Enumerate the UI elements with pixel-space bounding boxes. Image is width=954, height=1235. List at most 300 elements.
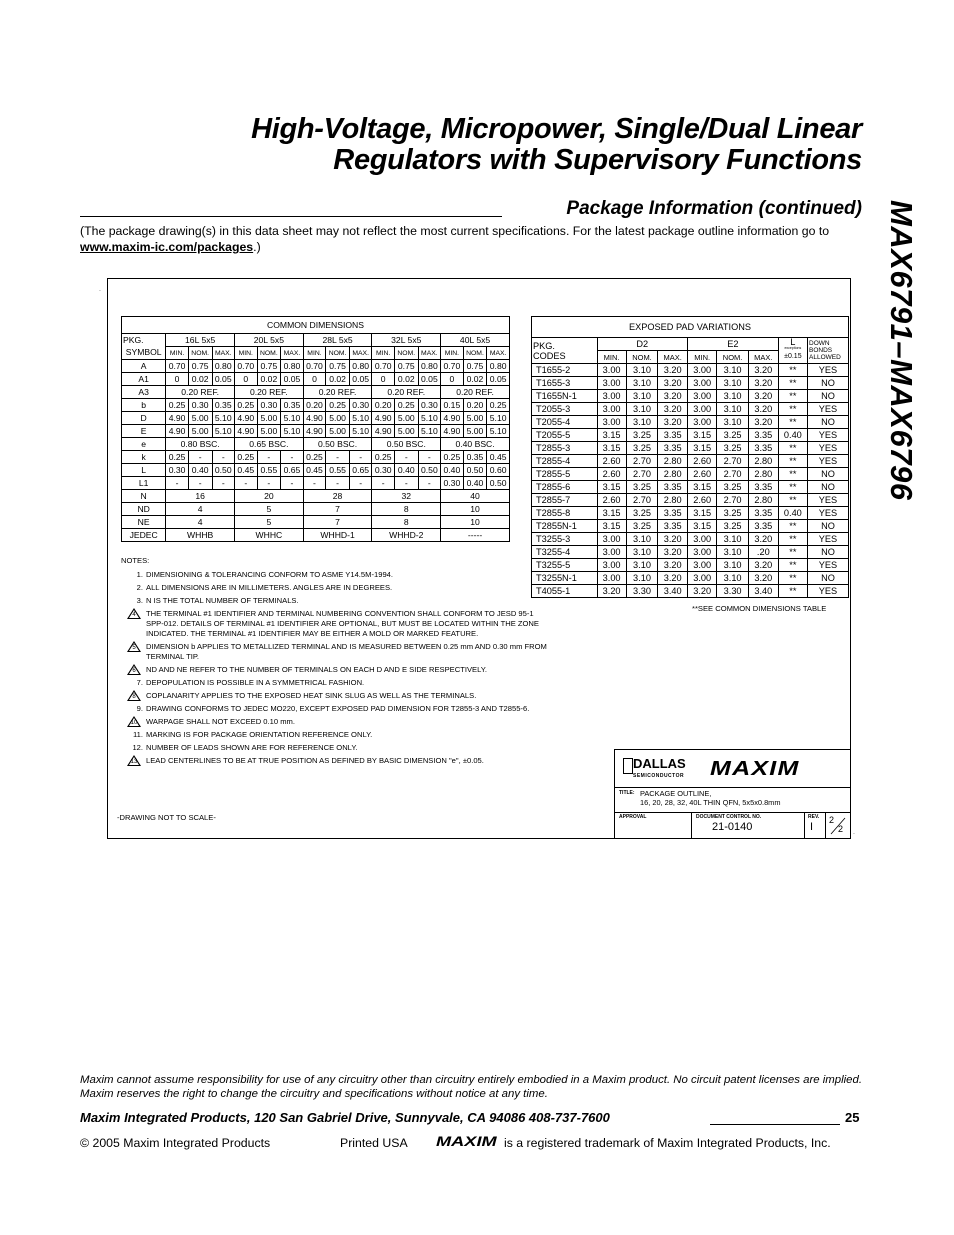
cd-cell: 5.00 bbox=[188, 425, 212, 438]
cd-cell: 5.00 bbox=[394, 412, 418, 425]
cd-cell: 0.80 bbox=[212, 360, 235, 373]
note-text: THE TERMINAL #1 IDENTIFIER AND TERMINAL NUMBERING CONVENTION SHALL CONFORM TO JESD 95-1 SPP-012. DETAILS OF TERMINAL #1 IDENTIFIER ARE OPTIONAL, BUT MUST BE LOCATED WITHIN THE ZONE INDICATED. THE TERMINAL #1 IDENTIFIER MAY BE EITHER A MOLD OR MARKED FEATURE. bbox=[146, 609, 539, 638]
ep-cell: 3.10 bbox=[626, 403, 658, 416]
note-number: 12. bbox=[132, 743, 143, 752]
cd-cell: 0 bbox=[372, 373, 395, 386]
ep-pkg-code: T2855-7 bbox=[532, 494, 598, 507]
ep-cell: YES bbox=[808, 494, 849, 507]
section-rule bbox=[80, 216, 502, 217]
title-line-1: High-Voltage, Micropower, Single/Dual Linear bbox=[251, 113, 862, 145]
cd-symbol: JEDEC bbox=[122, 529, 166, 542]
cd-symbol: A1 bbox=[122, 373, 166, 386]
ep-cell: 3.00 bbox=[597, 572, 626, 585]
cd-cell: 4.90 bbox=[441, 425, 464, 438]
ep-pkg-code: T1655-2 bbox=[532, 364, 598, 377]
ep-cell: 3.15 bbox=[688, 507, 717, 520]
page-number: 25 bbox=[845, 1110, 860, 1125]
ep-pkg-code: T4055-1 bbox=[532, 585, 598, 598]
ep-cell: 2.60 bbox=[688, 494, 717, 507]
ep-cell: 3.35 bbox=[658, 442, 688, 455]
cd-cell: 0.40 BSC. bbox=[441, 438, 510, 451]
ep-cell: YES bbox=[808, 442, 849, 455]
cd-row bbox=[122, 529, 510, 542]
ep-cell: 3.25 bbox=[717, 507, 749, 520]
note-item bbox=[121, 596, 551, 606]
footer-maxim-logo: MAXIM bbox=[436, 1133, 497, 1149]
note-item bbox=[121, 609, 551, 639]
ep-cell: 3.15 bbox=[597, 520, 626, 533]
note-triangle-number: 8 bbox=[132, 694, 136, 700]
cd-cell: 0.20 REF. bbox=[235, 386, 304, 399]
ep-pkg-code: T2855N-1 bbox=[532, 520, 598, 533]
ep-cell: 3.10 bbox=[717, 559, 749, 572]
note-text: DIMENSION b APPLIES TO METALLIZED TERMINAL AND IS MEASURED BETWEEN 0.25 mm AND 0.30 mm FROM TERMINAL TIP. bbox=[146, 642, 547, 661]
title-label: TITLE: bbox=[619, 790, 635, 796]
cd-cell: - bbox=[257, 451, 281, 464]
ep-cell: 3.10 bbox=[626, 390, 658, 403]
ep-row bbox=[532, 403, 849, 416]
ep-row bbox=[532, 416, 849, 429]
note-text: MARKING IS FOR PACKAGE ORIENTATION REFERENCE ONLY. bbox=[146, 730, 373, 739]
ep-cell: 3.20 bbox=[658, 403, 688, 416]
ep-cell: 3.25 bbox=[626, 507, 658, 520]
ep-cell: 3.00 bbox=[688, 377, 717, 390]
ep-pkg-code: T2855-5 bbox=[532, 468, 598, 481]
ep-cell: 2.80 bbox=[658, 468, 688, 481]
ep-cell: ** bbox=[778, 377, 807, 390]
ep-cell: 3.10 bbox=[626, 559, 658, 572]
cd-cell: 0.25 bbox=[166, 451, 189, 464]
cd-cell: 0.80 bbox=[349, 360, 372, 373]
cd-cell: 0.50 bbox=[487, 477, 510, 490]
ep-row bbox=[532, 468, 849, 481]
cd-pkg-header: 20L 5x5 bbox=[235, 334, 304, 347]
cd-cell: 0.75 bbox=[463, 360, 487, 373]
ep-row bbox=[532, 520, 849, 533]
cd-cell: 5 bbox=[235, 503, 304, 516]
note-triangle-number: 10 bbox=[130, 720, 138, 726]
cd-cell: 0.75 bbox=[188, 360, 212, 373]
ep-cell: 3.35 bbox=[658, 507, 688, 520]
cd-cell: 0.40 bbox=[188, 464, 212, 477]
ep-cell: 2.60 bbox=[597, 494, 626, 507]
note-item bbox=[121, 665, 551, 675]
ep-row bbox=[532, 390, 849, 403]
cd-cell: 0.50 bbox=[463, 464, 487, 477]
ep-cell: ** bbox=[778, 533, 807, 546]
ep-cell: ** bbox=[778, 572, 807, 585]
cd-cell: 5.10 bbox=[487, 412, 510, 425]
cd-row bbox=[122, 490, 510, 503]
exposed-pad-table bbox=[531, 316, 849, 598]
ep-cell: 3.00 bbox=[688, 533, 717, 546]
note-item bbox=[121, 730, 551, 740]
ep-pkg-code: T2855-3 bbox=[532, 442, 598, 455]
ep-cell: NO bbox=[808, 572, 849, 585]
cd-row bbox=[122, 360, 510, 373]
cd-cell: 0.80 bbox=[281, 360, 304, 373]
note-triangle-icon bbox=[127, 664, 141, 675]
sheet-number: 2 bbox=[829, 815, 835, 825]
cd-cell: 4.90 bbox=[235, 412, 258, 425]
intro-text: (The package drawing(s) in this data sheet may not reflect the most current specifications. For the latest package outline information go to bbox=[80, 224, 830, 238]
ep-cell: YES bbox=[808, 429, 849, 442]
sheet-total: 2 bbox=[838, 824, 844, 834]
title-line-2: Regulators with Supervisory Functions bbox=[333, 144, 862, 176]
ep-cell: 3.00 bbox=[688, 572, 717, 585]
packages-link[interactable]: www.maxim-ic.com/packages bbox=[80, 240, 254, 254]
ep-subheader: NOM. bbox=[626, 351, 658, 364]
title-block-title bbox=[615, 788, 850, 813]
note-number: 11. bbox=[133, 730, 143, 739]
dallas-logo bbox=[633, 758, 686, 782]
ep-cell: 3.20 bbox=[748, 572, 778, 585]
ep-cell: 3.10 bbox=[717, 546, 749, 559]
cd-cell: 0.30 bbox=[349, 399, 372, 412]
document-title bbox=[251, 114, 862, 176]
note-item bbox=[121, 743, 551, 753]
ep-pkg-codes-label: PKG. CODES bbox=[532, 338, 598, 364]
cd-cell: WHHD-2 bbox=[372, 529, 441, 542]
cd-cell: 4.90 bbox=[372, 425, 395, 438]
ep-title-row bbox=[532, 317, 849, 338]
cd-cell: - bbox=[394, 477, 418, 490]
ep-pkg-code: T2855-6 bbox=[532, 481, 598, 494]
ep-cell: 3.25 bbox=[626, 429, 658, 442]
cd-pkg-header: 40L 5x5 bbox=[441, 334, 510, 347]
cd-symbol: k bbox=[122, 451, 166, 464]
note-text: N IS THE TOTAL NUMBER OF TERMINALS. bbox=[146, 596, 299, 605]
ep-l-label bbox=[778, 338, 807, 351]
ep-cell: 3.20 bbox=[658, 377, 688, 390]
cd-cell: 0.80 bbox=[487, 360, 510, 373]
cd-pkg-header: 32L 5x5 bbox=[372, 334, 441, 347]
cd-cell: 0.20 bbox=[303, 399, 326, 412]
ep-cell: 3.20 bbox=[748, 559, 778, 572]
cd-symbol: ND bbox=[122, 503, 166, 516]
ep-cell: 2.80 bbox=[748, 468, 778, 481]
ep-cell: 3.00 bbox=[597, 377, 626, 390]
cd-subheader: MAX. bbox=[281, 347, 304, 360]
cd-cell: 40 bbox=[441, 490, 510, 503]
ep-cell: 3.15 bbox=[597, 481, 626, 494]
ep-cell: 3.15 bbox=[597, 507, 626, 520]
ep-cell: 3.00 bbox=[597, 403, 626, 416]
ep-cell: 3.30 bbox=[717, 585, 749, 598]
cd-cell: 0.55 bbox=[326, 464, 350, 477]
ep-pkg-code: T3255-4 bbox=[532, 546, 598, 559]
ep-cell: .20 bbox=[748, 546, 778, 559]
cd-cell: 0.25 bbox=[487, 399, 510, 412]
note-item bbox=[121, 583, 551, 593]
copyright: © 2005 Maxim Integrated Products bbox=[80, 1136, 271, 1150]
cd-cell: - bbox=[188, 477, 212, 490]
ep-row bbox=[532, 494, 849, 507]
ep-cell: 3.20 bbox=[748, 390, 778, 403]
ep-cell: 2.70 bbox=[717, 455, 749, 468]
cd-cell: 0.25 bbox=[235, 399, 258, 412]
ep-cell: 2.60 bbox=[688, 455, 717, 468]
ep-cell: ** bbox=[778, 468, 807, 481]
ep-row bbox=[532, 559, 849, 572]
doc-number: 21-0140 bbox=[712, 821, 753, 833]
cd-cell: 0.45 bbox=[303, 464, 326, 477]
ep-cell: 3.00 bbox=[597, 533, 626, 546]
cd-cell: - bbox=[281, 477, 304, 490]
ep-cell: 3.00 bbox=[688, 364, 717, 377]
doc-control-cell bbox=[692, 813, 805, 838]
cd-cell: 16 bbox=[166, 490, 235, 503]
cd-cell: 0.70 bbox=[303, 360, 326, 373]
cd-sub-row bbox=[122, 347, 510, 360]
cd-cell: 0.25 bbox=[441, 451, 464, 464]
ep-cell: 2.80 bbox=[658, 494, 688, 507]
cd-cell: 0.75 bbox=[257, 360, 281, 373]
cd-cell: 4 bbox=[166, 503, 235, 516]
ep-l-tolerance: ±0.15 bbox=[778, 351, 807, 364]
ep-cell: ** bbox=[778, 416, 807, 429]
ep-cell: 2.60 bbox=[688, 468, 717, 481]
cd-pkg-header: 28L 5x5 bbox=[303, 334, 372, 347]
cd-cell: 0.25 bbox=[166, 399, 189, 412]
cd-cell: 4 bbox=[166, 516, 235, 529]
ep-cell: ** bbox=[778, 481, 807, 494]
ep-row bbox=[532, 585, 849, 598]
note-number: 3. bbox=[136, 596, 143, 605]
cd-cell: 0.75 bbox=[394, 360, 418, 373]
cd-cell: 5.00 bbox=[188, 412, 212, 425]
cd-cell: 0.40 bbox=[463, 477, 487, 490]
cd-cell: - bbox=[281, 451, 304, 464]
cd-cell: 0.35 bbox=[212, 399, 235, 412]
cd-cell: 0.45 bbox=[487, 451, 510, 464]
ep-cell: YES bbox=[808, 403, 849, 416]
title-text bbox=[640, 789, 781, 807]
cd-row bbox=[122, 373, 510, 386]
cd-subheader: MAX. bbox=[418, 347, 441, 360]
cd-row bbox=[122, 412, 510, 425]
ep-cell: 3.25 bbox=[717, 429, 749, 442]
note-text: DEPOPULATION IS POSSIBLE IN A SYMMETRICAL FASHION. bbox=[146, 678, 365, 687]
cd-cell: 20 bbox=[235, 490, 304, 503]
cd-subheader: MAX. bbox=[349, 347, 372, 360]
cd-cell: 0.02 bbox=[326, 373, 350, 386]
footer-rule bbox=[710, 1124, 840, 1125]
ep-cell: YES bbox=[808, 559, 849, 572]
cd-row bbox=[122, 451, 510, 464]
cd-cell: - bbox=[212, 477, 235, 490]
ep-cell: NO bbox=[808, 390, 849, 403]
note-text: LEAD CENTERLINES TO BE AT TRUE POSITION AS DEFINED BY BASIC DIMENSION "e", ±0.05. bbox=[146, 756, 484, 765]
ep-cell: NO bbox=[808, 377, 849, 390]
cd-cell: 7 bbox=[303, 503, 372, 516]
cd-cell: 4.90 bbox=[303, 425, 326, 438]
cd-cell: 5.10 bbox=[418, 412, 441, 425]
note-text: DIMENSIONING & TOLERANCING CONFORM TO ASME Y14.5M-1994. bbox=[146, 570, 393, 579]
cd-cell: 5.00 bbox=[257, 412, 281, 425]
cd-cell: 0.70 bbox=[235, 360, 258, 373]
cd-cell: 4.90 bbox=[303, 412, 326, 425]
ep-cell: ** bbox=[778, 455, 807, 468]
cd-symbol: L1 bbox=[122, 477, 166, 490]
ep-cell: ** bbox=[778, 585, 807, 598]
cd-cell: 0.30 bbox=[372, 464, 395, 477]
cd-cell: - bbox=[166, 477, 189, 490]
cd-cell: 5.10 bbox=[281, 412, 304, 425]
title-block-control-row bbox=[615, 813, 850, 838]
approval-cell bbox=[615, 813, 692, 838]
cd-cell: 5.00 bbox=[394, 425, 418, 438]
cd-subheader: NOM. bbox=[326, 347, 350, 360]
cd-symbol: A bbox=[122, 360, 166, 373]
cd-row bbox=[122, 386, 510, 399]
cd-cell: 0.50 BSC. bbox=[372, 438, 441, 451]
sheet-cell bbox=[826, 813, 850, 838]
note-text: ND AND NE REFER TO THE NUMBER OF TERMINALS ON EACH D AND E SIDE RESPECTIVELY. bbox=[146, 665, 487, 674]
note-item bbox=[121, 570, 551, 580]
ep-cell: NO bbox=[808, 520, 849, 533]
cd-cell: 0.05 bbox=[487, 373, 510, 386]
ep-row bbox=[532, 377, 849, 390]
ep-d2-label: D2 bbox=[597, 338, 688, 351]
ep-cell: 3.35 bbox=[748, 481, 778, 494]
cd-symbol: NE bbox=[122, 516, 166, 529]
title-block-logos bbox=[615, 750, 850, 788]
ep-cell: 3.15 bbox=[597, 442, 626, 455]
ep-cell: 3.30 bbox=[626, 585, 658, 598]
intro-end: .) bbox=[253, 240, 261, 254]
ep-subheader: MIN. bbox=[597, 351, 626, 364]
cd-subheader: NOM. bbox=[188, 347, 212, 360]
cd-cell: 5.00 bbox=[463, 412, 487, 425]
cd-cell: 0.65 bbox=[349, 464, 372, 477]
note-item bbox=[121, 717, 551, 727]
cd-cell: 0.70 bbox=[372, 360, 395, 373]
ep-cell: 2.80 bbox=[748, 455, 778, 468]
cd-row bbox=[122, 503, 510, 516]
note-text: ALL DIMENSIONS ARE IN MILLIMETERS. ANGLES ARE IN DEGREES. bbox=[146, 583, 393, 592]
ep-subheader: MIN. bbox=[688, 351, 717, 364]
ep-cell: 3.10 bbox=[717, 364, 749, 377]
cd-cell: WHHD-1 bbox=[303, 529, 372, 542]
ep-row bbox=[532, 442, 849, 455]
ep-cell: ** bbox=[778, 364, 807, 377]
cd-cell: 0.20 REF. bbox=[441, 386, 510, 399]
ep-cell: 3.20 bbox=[748, 403, 778, 416]
cd-cell: 0.65 BSC. bbox=[235, 438, 304, 451]
cd-symbol: E bbox=[122, 425, 166, 438]
cd-cell: 5.00 bbox=[326, 425, 350, 438]
ep-pkg-code: T2855-8 bbox=[532, 507, 598, 520]
ep-cell: 3.40 bbox=[748, 585, 778, 598]
sidebar-part-number bbox=[866, 200, 936, 560]
ep-row bbox=[532, 533, 849, 546]
ep-cell: 3.20 bbox=[748, 416, 778, 429]
ep-cell: 3.10 bbox=[626, 364, 658, 377]
cd-cell: - bbox=[418, 451, 441, 464]
cd-subheader: MIN. bbox=[303, 347, 326, 360]
note-item bbox=[121, 704, 551, 714]
cd-cell: 0.25 bbox=[303, 451, 326, 464]
ep-cell: 3.15 bbox=[688, 520, 717, 533]
rev-cell bbox=[805, 813, 826, 838]
cd-cell: 0.80 bbox=[418, 360, 441, 373]
ep-subheader: MAX. bbox=[658, 351, 688, 364]
cd-cell: 0.25 bbox=[372, 451, 395, 464]
ep-row bbox=[532, 364, 849, 377]
note-triangle-number: 6 bbox=[132, 668, 136, 674]
cd-cell: 10 bbox=[441, 516, 510, 529]
cd-row bbox=[122, 425, 510, 438]
cd-cell: ----- bbox=[441, 529, 510, 542]
ep-cell: 2.70 bbox=[626, 455, 658, 468]
cd-cell: - bbox=[349, 477, 372, 490]
ep-cell: 3.00 bbox=[688, 546, 717, 559]
note-number: 9. bbox=[136, 704, 143, 713]
ep-cell: NO bbox=[808, 481, 849, 494]
cd-cell: - bbox=[394, 451, 418, 464]
ep-cell: 3.00 bbox=[597, 364, 626, 377]
cd-cell: - bbox=[235, 477, 258, 490]
cd-symbol: L bbox=[122, 464, 166, 477]
frame-mark: . bbox=[99, 286, 101, 293]
cd-cell: - bbox=[349, 451, 372, 464]
cd-cell: 0.45 bbox=[235, 464, 258, 477]
intro-paragraph bbox=[80, 223, 862, 255]
ep-cell: NO bbox=[808, 546, 849, 559]
ep-cell: 3.10 bbox=[626, 546, 658, 559]
note-item bbox=[121, 642, 551, 662]
ep-cell: 2.70 bbox=[626, 468, 658, 481]
cd-cell: 4.90 bbox=[166, 425, 189, 438]
ep-cell: ** bbox=[778, 403, 807, 416]
cd-cell: 5.10 bbox=[349, 425, 372, 438]
cd-cell: - bbox=[418, 477, 441, 490]
cd-cell: 0.30 bbox=[166, 464, 189, 477]
common-dimensions-table bbox=[121, 316, 510, 542]
cd-cell: 0.25 bbox=[235, 451, 258, 464]
ep-cell: ** bbox=[778, 442, 807, 455]
ep-row bbox=[532, 481, 849, 494]
ep-subheader: NOM. bbox=[717, 351, 749, 364]
cd-cell: 0.20 REF. bbox=[303, 386, 372, 399]
cd-cell: - bbox=[303, 477, 326, 490]
note-triangle-icon bbox=[127, 716, 141, 727]
note-triangle-number: 13 bbox=[130, 759, 138, 765]
ep-row bbox=[532, 507, 849, 520]
ep-cell: YES bbox=[808, 364, 849, 377]
ep-cell: 3.00 bbox=[597, 390, 626, 403]
ep-cell: 3.00 bbox=[597, 416, 626, 429]
ep-cell: YES bbox=[808, 455, 849, 468]
ep-cell: 2.80 bbox=[748, 494, 778, 507]
ep-l-tiny: exceptions bbox=[784, 346, 802, 351]
cd-cell: 0.50 bbox=[418, 464, 441, 477]
dallas-chip-icon bbox=[623, 758, 633, 774]
cd-symbol: e bbox=[122, 438, 166, 451]
ep-cell: 3.25 bbox=[626, 481, 658, 494]
cd-cell: 0.05 bbox=[281, 373, 304, 386]
notes-header: NOTES: bbox=[121, 556, 150, 565]
ep-subheader: MAX. bbox=[748, 351, 778, 364]
section-title: Package Information (continued) bbox=[566, 198, 862, 219]
cd-cell: 4.90 bbox=[441, 412, 464, 425]
cd-cell: 0.50 BSC. bbox=[303, 438, 372, 451]
cd-cell: 0.02 bbox=[188, 373, 212, 386]
cd-subheader: NOM. bbox=[463, 347, 487, 360]
cd-cell: 10 bbox=[441, 503, 510, 516]
ep-cell: 3.00 bbox=[597, 546, 626, 559]
